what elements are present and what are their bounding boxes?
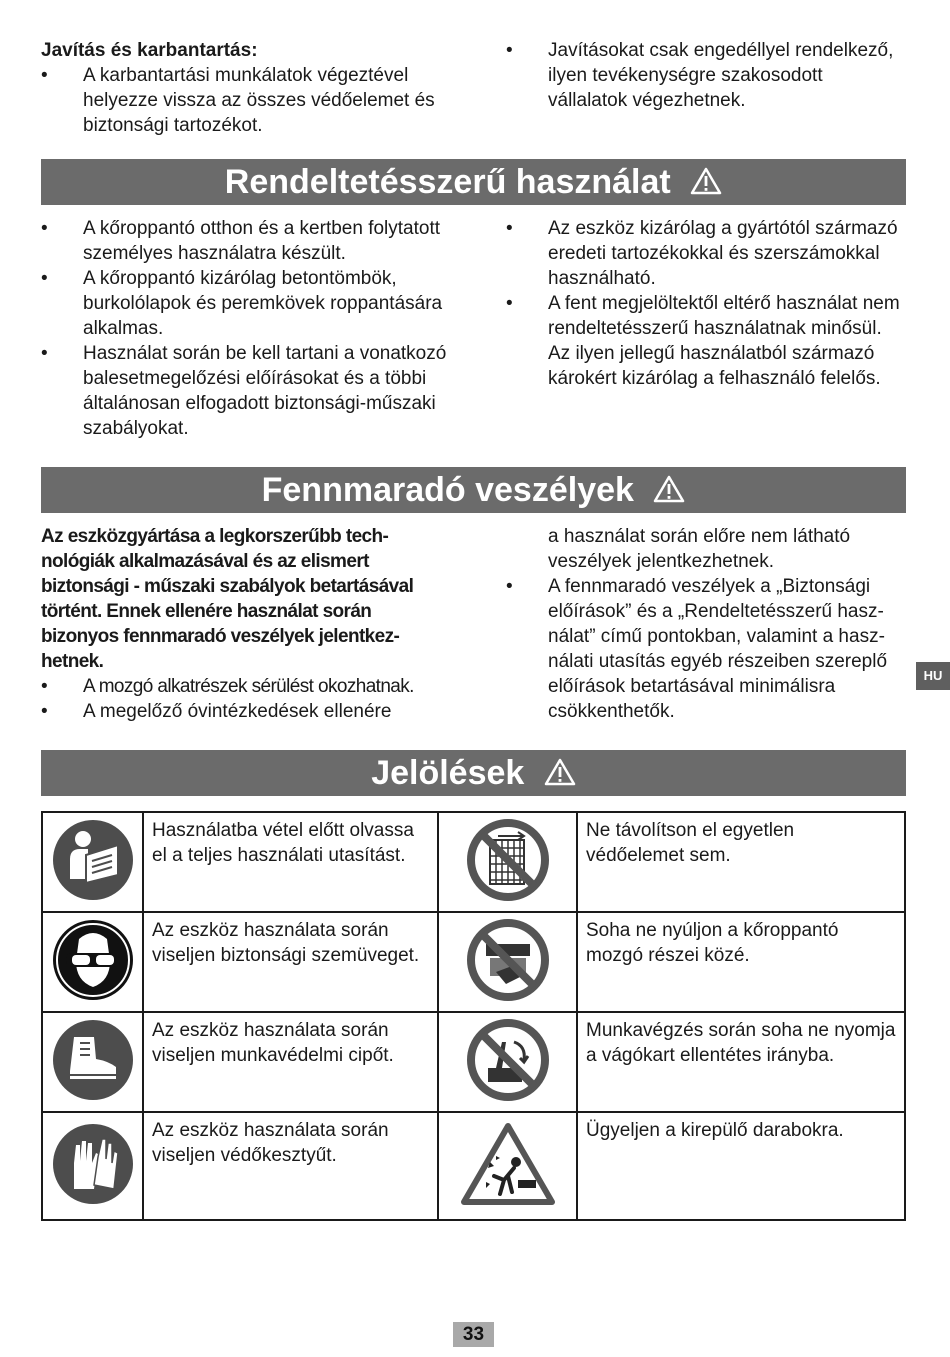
symbol-description: Ügyeljen a kirepülő darabokra.: [577, 1112, 905, 1220]
maintenance-right-column: [506, 38, 906, 113]
symbol-description: Soha ne nyúljon a kőroppantó mozgó részei közé.: [577, 912, 905, 1012]
residual-right-column: [506, 524, 906, 724]
residual-risks-banner: [41, 467, 906, 513]
intended-use-banner: [41, 159, 906, 205]
maintenance-heading: Javítás és karbantartás:: [41, 40, 258, 61]
table-row: [42, 1012, 905, 1112]
symbol-cell: [42, 1012, 143, 1112]
list-item: • A kőroppantó kizárólag betontömbök, burkolólapok és peremkövek roppantására alkalmas.: [41, 266, 451, 341]
symbol-description: Az eszköz használata során viseljen védőkesztyűt.: [143, 1112, 438, 1220]
warning-triangle-icon: [544, 758, 576, 786]
symbol-cell: [438, 912, 577, 1012]
page-number: 33: [453, 1322, 494, 1347]
safety-boots-icon: [52, 1019, 134, 1101]
list-item: • A kőroppantó otthon és a kertben folytatott személyes használatra készült.: [41, 216, 451, 266]
residual-continuation: a használat során előre nem látható veszélyek jelentkezhetnek.: [548, 526, 851, 572]
symbols-banner: [41, 750, 906, 796]
symbol-description: Az eszköz használata során viseljen munkavédelmi cipőt.: [143, 1012, 438, 1112]
intended-use-right-column: [506, 216, 906, 391]
table-row: [42, 812, 905, 912]
symbol-description: Használatba vétel előtt olvassa el a teljes használati utasítást.: [143, 812, 438, 912]
residual-risks-title: Fennmaradó veszélyek: [261, 471, 634, 509]
symbol-description: Munkavégzés során soha ne nyomja a vágókart ellentétes irányba.: [577, 1012, 905, 1112]
no-guard-removal-icon: [466, 818, 550, 902]
language-tab: HU: [916, 662, 950, 690]
list-item: • A karbantartási munkálatok végeztével helyezze vissza az összes védőelemet és biztonsági tartozékot.: [41, 63, 451, 138]
warning-triangle-icon: [690, 167, 722, 195]
safety-goggles-icon: [52, 919, 134, 1001]
warning-triangle-icon: [653, 475, 685, 503]
symbol-cell: [42, 912, 143, 1012]
symbol-cell: [42, 1112, 143, 1220]
symbol-cell: [438, 1112, 577, 1220]
residual-left-column: [41, 524, 451, 724]
symbol-cell: [438, 1012, 577, 1112]
flying-debris-warning-icon: [460, 1122, 556, 1206]
read-manual-icon: [52, 819, 134, 901]
symbols-table: [41, 811, 906, 1221]
list-item: • A fent megjelöltektől eltérő használat nem rendeltetésszerű használatnak minősül. Az ilyen jellegű használatból származó károkért kizárólag a felhasználó felelős.: [506, 291, 906, 391]
list-item: • A mozgó alkatrészek sérülést okozhatnak.: [41, 674, 451, 699]
safety-gloves-icon: [52, 1123, 134, 1205]
symbols-title: Jelölések: [371, 754, 525, 792]
symbol-cell: [42, 812, 143, 912]
symbol-description: Az eszköz használata során viseljen biztonsági szemüveget.: [143, 912, 438, 1012]
symbol-cell: [438, 812, 577, 912]
list-item: • Javításokat csak engedéllyel rendelkező, ilyen tevékenységre szakosodott vállalatok végezhetnek.: [506, 38, 906, 113]
symbol-description: Ne távolítson el egyetlen védőelemet sem.: [577, 812, 905, 912]
list-item: • Használat során be kell tartani a vonatkozó balesetmegelőzési előírásokat és a többi általánosan elfogadott biztonsági-műszaki szabályokat.: [41, 341, 451, 441]
table-row: [42, 912, 905, 1012]
intended-use-left-column: [41, 216, 451, 441]
list-item: • Az eszköz kizárólag a gyártótól származó eredeti tartozékokkal és szerszámokkal használható.: [506, 216, 906, 291]
no-hands-in-moving-parts-icon: [466, 918, 550, 1002]
list-item: • A megelőző óvintézkedések ellenére: [41, 699, 451, 724]
residual-intro: Az eszközgyártása a legkorszerűbb technológiák alkalmazásával és az elismert biztonsági - műszaki szabályok betartásával történt. Ennek ellenére használat során bizonyos fennmaradó veszélyek jelentkezhetnek.: [41, 526, 414, 672]
list-item: • A fennmaradó veszélyek a „Biztonsági előírások” és a „Rendeltetésszerű használat” című pontokban, valamint a használati utasítás egyéb részeiben szereplő előírások betartásával minimálisra csökkenthetők.: [506, 574, 906, 724]
no-reverse-lever-icon: [466, 1018, 550, 1102]
intended-use-title: Rendeltetésszerű használat: [224, 163, 671, 201]
maintenance-left-column: [41, 38, 451, 138]
table-row: [42, 1112, 905, 1220]
